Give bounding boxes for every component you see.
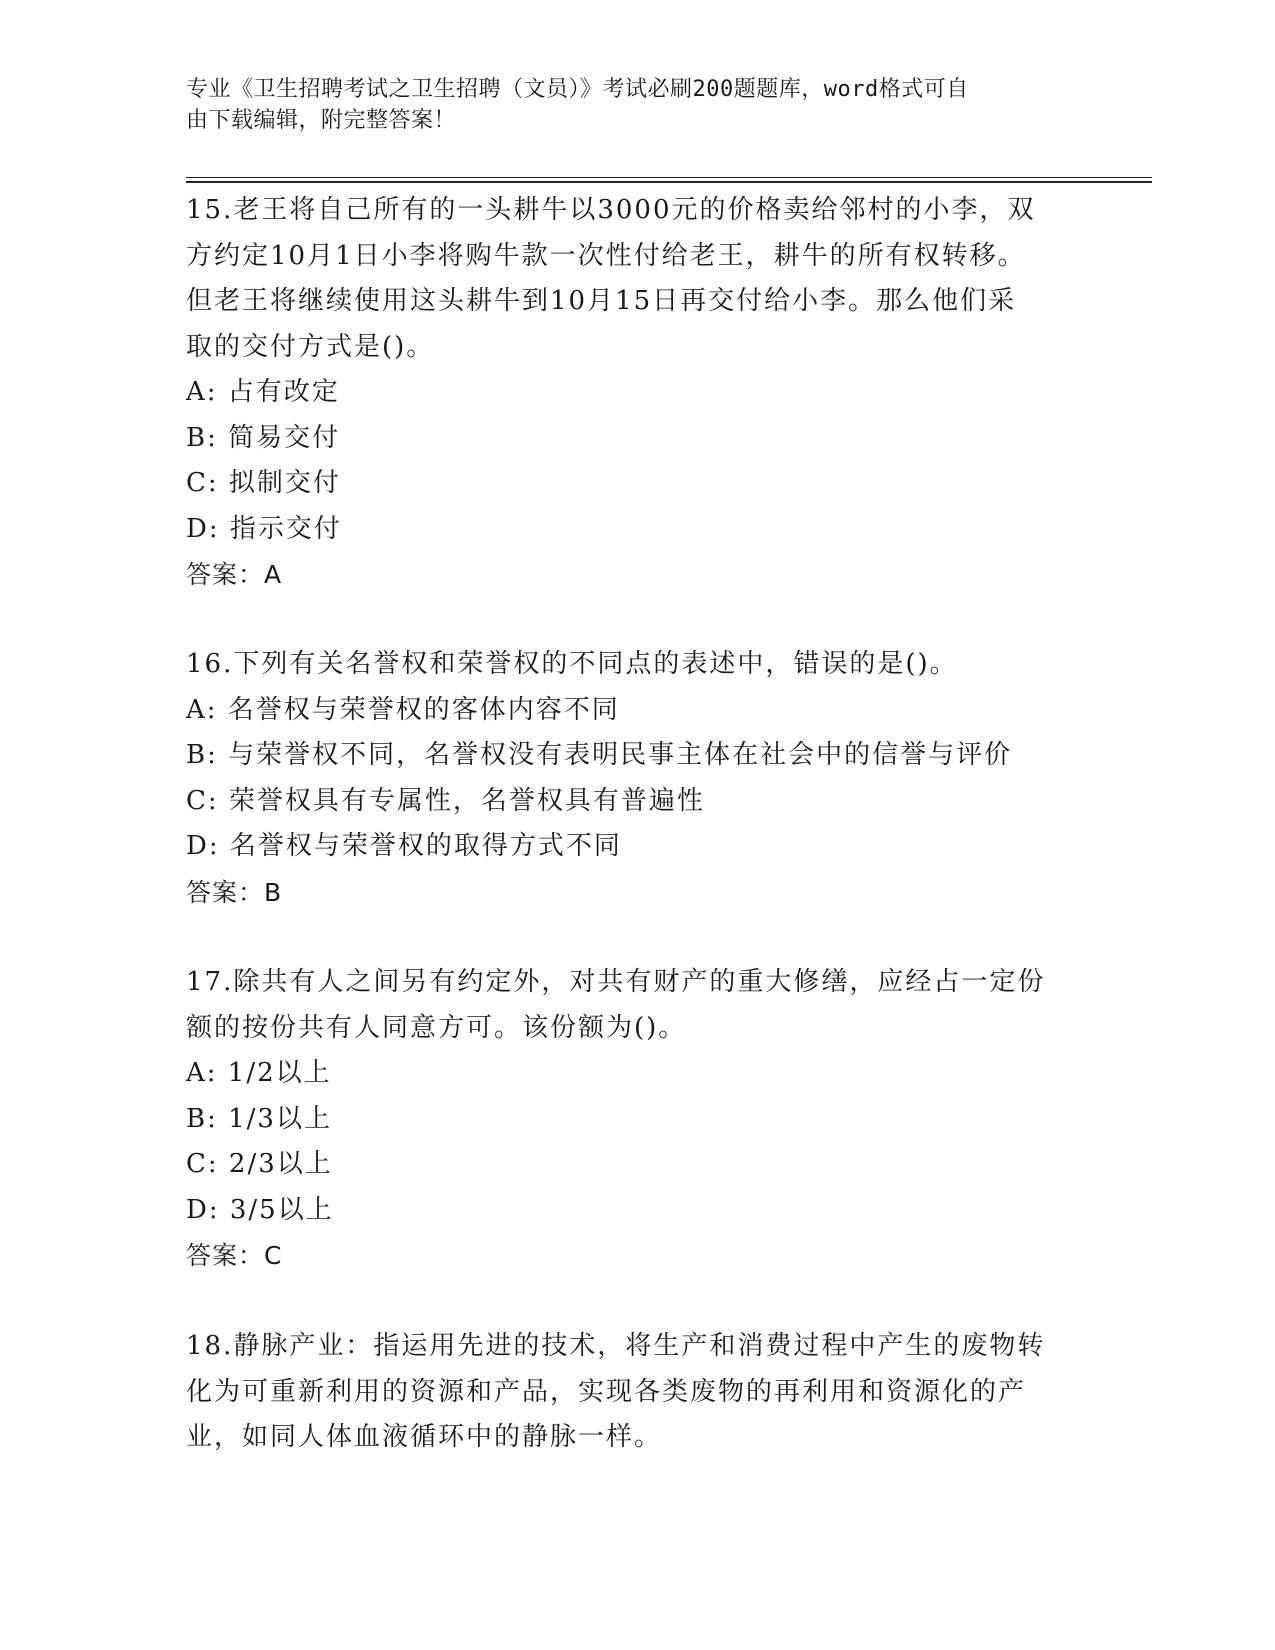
option-d: D: 名誉权与荣誉权的取得方式不同 bbox=[186, 831, 622, 861]
option-c: C: 荣誉权具有专属性，名誉权具有普遍性 bbox=[186, 785, 705, 816]
question-line: 取的交付方式是()。 bbox=[186, 331, 435, 362]
question-15 bbox=[186, 188, 1066, 598]
option-a: A: 占有改定 bbox=[186, 377, 340, 407]
option-b: B: 1/3以上 bbox=[186, 1103, 332, 1134]
question-stem bbox=[186, 188, 1066, 370]
option-d: D: 3/5以上 bbox=[186, 1194, 334, 1225]
question-16 bbox=[186, 642, 1066, 915]
question-stem bbox=[186, 642, 1066, 688]
question-line: 18.静脉产业：指运用先进的技术，将生产和消费过程中产生的废物转 bbox=[186, 1331, 1046, 1361]
question-18 bbox=[186, 1324, 1066, 1461]
question-line: 化为可重新利用的资源和产品，实现各类废物的再利用和资源化的产 bbox=[186, 1376, 1027, 1407]
option-b: B: 简易交付 bbox=[186, 422, 341, 453]
question-stem bbox=[186, 1324, 1066, 1461]
answer-line: 答案：B bbox=[186, 877, 283, 907]
answer-line: 答案：C bbox=[186, 1241, 283, 1270]
question-line: 方约定10月1日小李将购牛款一次性付给老王，耕牛的所有权转移。 bbox=[186, 240, 1026, 271]
option-d: D: 指示交付 bbox=[186, 513, 342, 544]
question-stem bbox=[186, 960, 1066, 1051]
option-a: A: 名誉权与荣誉权的客体内容不同 bbox=[186, 694, 620, 725]
header-line-1: 专业《卫生招聘考试之卫生招聘（文员）》考试必刷200题题库，word格式可自 bbox=[186, 77, 969, 102]
option-b: B: 与荣誉权不同，名誉权没有表明民事主体在社会中的信誉与评价 bbox=[186, 740, 1013, 770]
header-line-2: 由下载编辑，附完整答案！ bbox=[186, 108, 457, 133]
question-line: 额的按份共有人同意方可。该份额为()。 bbox=[186, 1012, 687, 1043]
option-c: C: 拟制交付 bbox=[186, 468, 341, 498]
question-line: 17.除共有人之间另有约定外，对共有财产的重大修缮，应经占一定份 bbox=[186, 967, 1046, 997]
answer-line: 答案：A bbox=[186, 560, 283, 589]
question-line: 15.老王将自己所有的一头耕牛以3000元的价格卖给邻村的小李，双 bbox=[186, 195, 1036, 225]
header-divider-thin bbox=[186, 177, 1152, 178]
question-line: 16.下列有关名誉权和荣誉权的不同点的表述中，错误的是()。 bbox=[186, 649, 958, 679]
option-c: C: 2/3以上 bbox=[186, 1149, 333, 1179]
question-line: 业，如同人体血液循环中的静脉一样。 bbox=[186, 1422, 663, 1452]
header-divider-thick bbox=[186, 181, 1152, 183]
option-a: A: 1/2以上 bbox=[186, 1058, 332, 1088]
document-header bbox=[186, 74, 1066, 136]
question-17 bbox=[186, 960, 1066, 1279]
question-line: 但老王将继续使用这头耕牛到10月15日再交付给小李。那么他们采 bbox=[186, 286, 1017, 316]
